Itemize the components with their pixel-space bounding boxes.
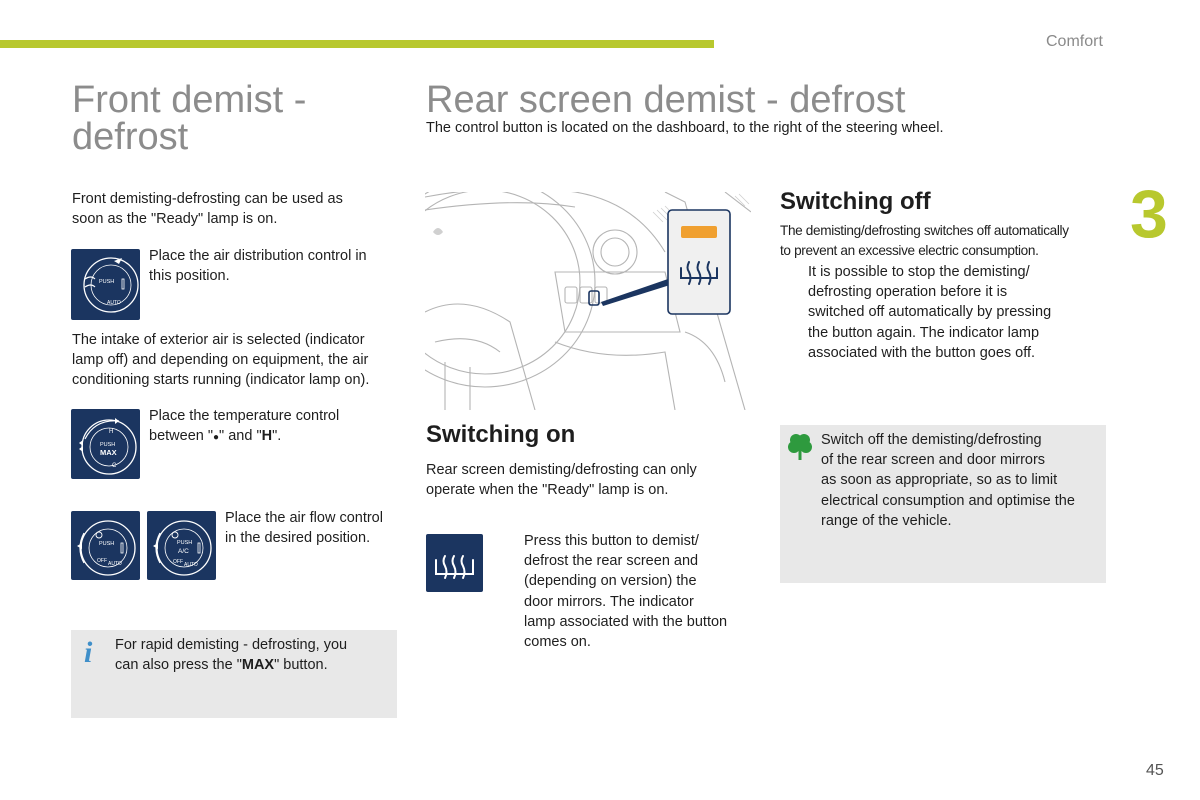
eco-leaf-icon xyxy=(788,431,812,461)
eco-text: Switch off the demisting/defrosting of the rear screen and door mirrors as soon as appropriate, so as to limit electrical consumption and optimise the range of the vehicle. xyxy=(821,432,1075,529)
svg-text:H: H xyxy=(109,429,114,435)
switching-on-text: Rear screen demisting/defrosting can only operate when the "Ready" lamp is on. xyxy=(426,462,697,499)
air-flow-knob-icon xyxy=(71,511,140,580)
svg-text:C: C xyxy=(112,463,117,469)
switching-on-heading: Switching on xyxy=(426,421,576,448)
rear-title: Rear screen demist - defrost xyxy=(426,79,906,121)
info-icon: i xyxy=(84,636,93,669)
rear-subtitle: The control button is located on the dashboard, to the right of the steering wheel. xyxy=(426,120,944,136)
svg-text:MAX: MAX xyxy=(100,448,117,457)
step-air-flow: Place the air flow control in the desired position. xyxy=(225,510,383,547)
svg-text:AUTO: AUTO xyxy=(107,300,121,306)
info-text: For rapid demisting - defrosting, you can also press the "MAX" button. xyxy=(115,637,348,674)
svg-text:PUSH: PUSH xyxy=(177,540,193,546)
chapter-number: 3 xyxy=(1130,176,1168,252)
svg-text:PUSH: PUSH xyxy=(100,442,116,448)
svg-text:A/C: A/C xyxy=(178,548,189,555)
svg-text:AUTO: AUTO xyxy=(184,562,198,568)
step-air-distribution: Place the air distribution control in this position. xyxy=(149,248,367,285)
svg-text:PUSH: PUSH xyxy=(99,279,115,285)
rear-defrost-icon xyxy=(426,534,483,592)
front-title: Front demist - defrost xyxy=(72,79,307,158)
temperature-knob-icon xyxy=(71,409,140,479)
switching-off-text: The demisting/defrosting switches off automatically to prevent an excessive electric consumption. xyxy=(780,223,1069,259)
press-button-text: Press this button to demist/ defrost the rear screen and (depending on version) the door mirrors. The indicator lamp associated with the button comes on. xyxy=(524,533,728,651)
dashboard-illustration xyxy=(425,192,751,410)
switching-off-bullet-text: It is possible to stop the demisting/ defrosting operation before it is switched off automatically by pressing the button again. The indicator lamp associated with the button goes off. xyxy=(808,264,1052,361)
eco-box xyxy=(780,425,1106,583)
air-flow-ac-knob-icon xyxy=(147,511,216,580)
info-box xyxy=(71,630,397,718)
intake-text: The intake of exterior air is selected (indicator lamp off) and depending on equipment, the air conditioning starts running (indicator lamp on). xyxy=(72,332,370,389)
page-number: 45 xyxy=(1146,762,1164,779)
header-accent-bar xyxy=(0,40,714,48)
svg-text:OFF: OFF xyxy=(173,559,183,565)
svg-text:PUSH: PUSH xyxy=(99,541,115,547)
svg-text:OFF: OFF xyxy=(97,558,107,564)
front-intro: Front demisting-defrosting can be used as soon as the "Ready" lamp is on. xyxy=(72,191,343,228)
step-temperature: Place the temperature control between "●" and "H". xyxy=(149,408,340,445)
switching-off-heading: Switching off xyxy=(780,188,931,215)
svg-text:AUTO: AUTO xyxy=(108,561,122,567)
air-distribution-knob-icon xyxy=(71,249,140,320)
section-label: Comfort xyxy=(1046,33,1103,50)
